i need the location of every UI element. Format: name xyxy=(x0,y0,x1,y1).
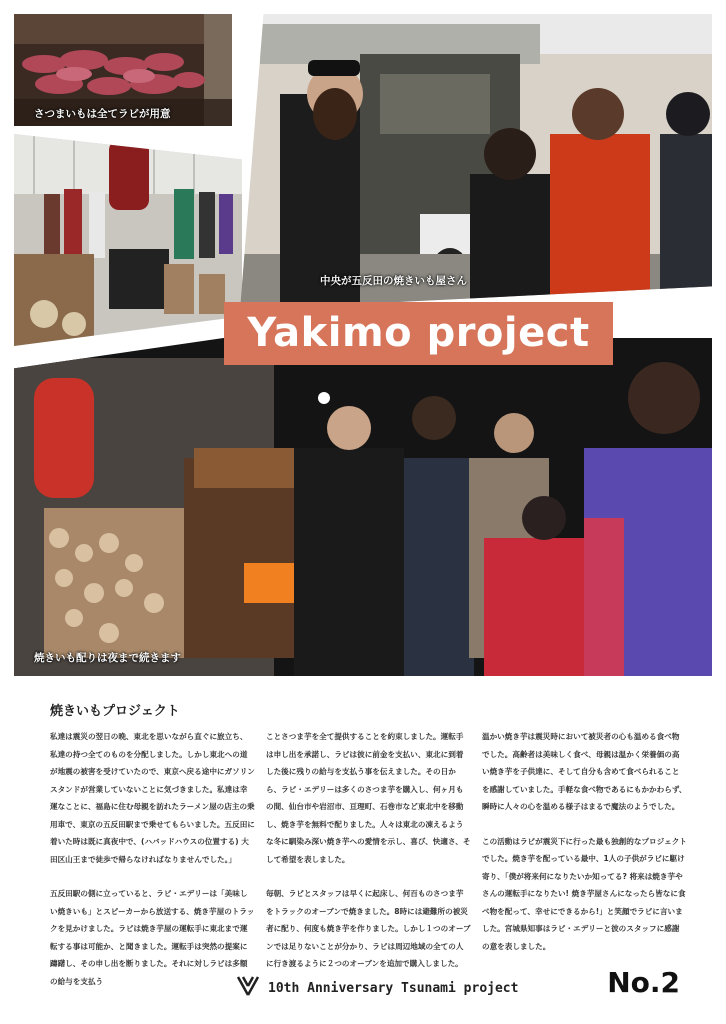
article-column-2 xyxy=(266,728,471,990)
article-paragraph: 私達は震災の翌日の晩、東北を思いながら直ぐに旅立ち、私達の持つ全てのものを分配しました。しかし東北への道が地震の被害を受けていたので、東京へ戻る途中にガソリンスタンドが営業していないことに気づきました。私達は幸運なことに、福島に住む母親を訪れたラーメン屋の店主の乗用車で、東京の五反田駅まで乗せてもらいました。五反田に着いた時は既に真夜中で、(ハバッドハウスの位置する) 大田区山王まで徒歩で帰らなければなりませんでした。」 xyxy=(50,732,255,864)
article-paragraph: 毎朝、ラビとスタッフは早くに起床し、何百ものさつま芋をトラックのオーブンで焼きました。8時には避難所の被災者に配り、何度も焼き芋を作りました。しかし１つのオーブンでは足りないことが分かり、ラビは周辺地域の全ての人に行き渡るように２つのオーブンを追加で購入しました。 xyxy=(266,889,471,968)
article-paragraph: 五反田駅の側に立っていると、ラビ・エデリーは「美味しい焼きいも」とスピーカーから放送する、焼き芋屋のトラックを見かけました。ラビは焼き芋屋の運転手に東北まで運転する事は可能か、と聞きました。運転手は突然の提案に躊躇し、その申し出を断りました。それに対しラビは多額の給与を支払う xyxy=(50,889,255,986)
photo-caption-4: 焼きいも配りは夜まで続きます xyxy=(34,652,181,664)
article-heading: 焼きいもプロジェクト xyxy=(50,704,180,719)
article-paragraph: 温かい焼き芋は震災時において被災者の心も温める食べ物でした。高齢者は美味しく食べ、母親は温かく栄養価の高い焼き芋を子供達に、そして自分も含めて食べられることを感謝していました。手軽な食べ物であるにもかかわらず、瞬時に人々の心を温める様子はまるで魔法のようでした。 xyxy=(482,732,687,811)
article-column-1 xyxy=(50,728,255,1007)
photo-caption-1: さつまいもは全てラビが用意 xyxy=(34,108,171,120)
article-paragraph: この活動はラビが震災下に行った最も独創的なプロジェクトでした。焼き芋を配っている最中、1人の子供がラビに駆け寄り、「僕が将来何になりたいか知ってる? 将来は焼き芋やさんの運転手になりたい! 焼き芋屋さんになったら皆なに食べ物を配って、幸せにできるから!」と笑顔でラビに言いました。宮城県知事はラビ・エデリーと彼のスタッフに感謝の意を表しました。 xyxy=(482,836,687,951)
photo-rabbi-truck xyxy=(240,14,712,310)
article-paragraph: ことさつま芋を全て提供することを約束しました。運転手は申し出を承諾し、ラビは彼に前金を支払い、東北に到着した後に残りの給与を支払う事を伝えました。その日から、ラビ・エデリーは多くのさつま芋を購入し、何ヶ月もの間、仙台市や岩沼市、亘理町、石巻市など東北中を移動し、焼き芋を無料で配りました。人々は東北の凍えるような冬に馴染み深い焼き芋への愛情を示し、喜び、快適さ、そして希望を表しました。 xyxy=(266,732,471,864)
photo-night-distribution xyxy=(14,338,712,676)
issue-number: No.2 xyxy=(607,966,680,999)
project-title: Yakimo project xyxy=(224,302,613,365)
footer-logo-icon xyxy=(236,975,260,997)
photo-caption-2: 中央が五反田の焼きいも屋さん xyxy=(320,275,467,287)
footer-text: 10th Anniversary Tsunami project xyxy=(268,981,519,996)
photo-crowd-station xyxy=(14,134,242,346)
article-column-3 xyxy=(482,728,687,972)
